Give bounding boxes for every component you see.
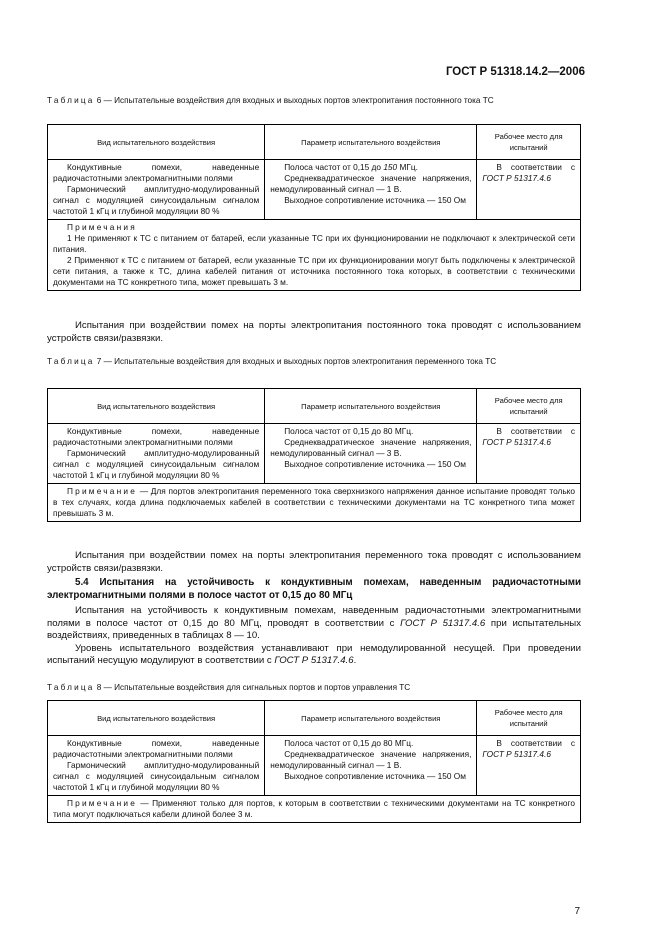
table8-label: Таблица xyxy=(47,683,95,692)
table6 xyxy=(47,124,581,291)
table7-cell-param xyxy=(265,424,477,484)
table7-number: 7 xyxy=(96,357,102,366)
table7-type-line2: Гармонический амплитудно-модулированный сигнал с модуляцией синусоидальным сигналом частотой 1 кГц и глубиной модуляции 80 % xyxy=(53,448,260,480)
table6-label: Таблица xyxy=(47,96,95,105)
table6-note-2: 2 Применяют к ТС с питанием от батарей, если указанные ТС при их функционировании могут быть подключены к электрической сети питания, а также к ТС, длина кабелей питания от источника постоянного тока которых, в соответствии с техническими документами на ТС конкретного типа, может превышать 3 м. xyxy=(53,255,575,287)
table8-note-text: — Применяют только для портов, к которым в соответствии с техническими документами на ТС конкретного типа могут подключаться кабели длиной более 3 м. xyxy=(53,798,575,819)
table6-cell-place xyxy=(477,160,581,220)
table7-header-place: Рабочее место для испытаний xyxy=(477,389,581,424)
table6-note-1: 1 Не применяют к ТС с питанием от батарей, если указанные ТС при их функционировании не подключают к электрической сети питания. xyxy=(53,233,575,254)
table8-note xyxy=(48,796,581,823)
table8-param-band: Полоса частот от 0,15 до 80 МГц. xyxy=(284,738,414,748)
table8-note-label: Примечание xyxy=(67,798,138,808)
paragraph-ac-ports xyxy=(47,550,581,575)
table6-band-text: Полоса частот от 0,15 до xyxy=(284,162,384,172)
table8-place-ref: ГОСТ Р 51317.4.6 xyxy=(482,749,551,759)
paragraph-dc-ports xyxy=(47,320,581,345)
table7-type-line1: Кондуктивные помехи, наведенные радиочастотными электромагнитными полями xyxy=(53,426,260,447)
table7-place-text: В соответствии с xyxy=(496,426,575,436)
table8-type-line1: Кондуктивные помехи, наведенные радиочастотными электромагнитными полями xyxy=(53,738,260,759)
table6-notes-title: Примечания xyxy=(67,222,137,232)
section-5-4-paragraph-1 xyxy=(47,605,581,643)
table8-header-type: Вид испытательного воздействия xyxy=(48,701,265,736)
s54-p1-text-b: при испытательных воздействиях, приведенных в таблицах 8 — 10. xyxy=(47,617,581,641)
s54-p2-text-a: Уровень испытательного воздействия устанавливают при немодулированной несущей. При проведении испытаний несущую модулируют в соответствии с xyxy=(47,642,581,666)
section-5-4-paragraph-2 xyxy=(47,643,581,668)
table6-notes xyxy=(48,220,581,291)
table8-cell-param xyxy=(265,736,477,796)
table7-header-param: Параметр испытательного воздействия xyxy=(265,389,477,424)
table6-header-place: Рабочее место для испытаний xyxy=(477,125,581,160)
s54-p2-ref: ГОСТ Р 51317.4.6 xyxy=(274,655,354,666)
table7-param-rms: Среднеквадратическое значение напряжения, немодулированный сигнал — 3 В. xyxy=(270,437,472,458)
table8-title: — Испытательные воздействия для сигнальных портов и портов управления ТС xyxy=(101,683,411,692)
table8-caption xyxy=(47,682,583,693)
table6-cell-param xyxy=(265,160,477,220)
table7-note-text: — Для портов электропитания переменного тока сверхнизкого напряжения данное испытание проводят только в тех случаях, когда длина подключаемых кабелей в соответствии с техническими документами на ТС конкретного типа может превышать 3 м. xyxy=(53,486,575,518)
table8-type-line2: Гармонический амплитудно-модулированный сигнал с модуляцией синусоидальным сигналом частотой 1 кГц и глубиной модуляции 80 % xyxy=(53,760,260,792)
table6-cell-type xyxy=(48,160,265,220)
table8-header-param: Параметр испытательного воздействия xyxy=(265,701,477,736)
page-number: 7 xyxy=(574,906,580,917)
s54-p2-text-b: . xyxy=(353,655,357,666)
table8-cell-type xyxy=(48,736,265,796)
s54-p1-text-a: Испытания на устойчивость к кондуктивным помехам, наведенным радиочастотными электромагнитными полями в полосе частот от 0,15 до 80 МГц, проводят в соответствии с xyxy=(47,605,581,629)
section-5-4-title: 5.4 Испытания на устойчивость к кондуктивным помехам, наведенным радиочастотными электромагнитными полями в полосе частот от 0,15 до 80 МГц xyxy=(47,577,581,601)
table6-number: 6 xyxy=(96,96,102,105)
table7-title: — Испытательные воздействия для входных и выходных портов электропитания переменного тока ТС xyxy=(101,357,497,366)
table8-cell-place xyxy=(477,736,581,796)
section-5-4-body xyxy=(47,605,581,668)
table7-cell-type xyxy=(48,424,265,484)
table6-type-line1: Кондуктивные помехи, наведенные радиочастотными электромагнитными полями xyxy=(53,162,260,183)
table7-note xyxy=(48,484,581,522)
table8-place-text: В соответствии с xyxy=(496,738,575,748)
table7-cell-place xyxy=(477,424,581,484)
table8 xyxy=(47,700,581,823)
table8-param-rms: Среднеквадратическое значение напряжения, немодулированный сигнал — 1 В. xyxy=(270,749,472,770)
table7-header-type: Вид испытательного воздействия xyxy=(48,389,265,424)
table7-caption xyxy=(47,356,583,367)
table6-title: — Испытательные воздействия для входных и выходных портов электропитания постоянного тока ТС xyxy=(101,96,494,105)
table7-param-impedance: Выходное сопротивление источника — 150 Ом xyxy=(284,459,466,469)
table6-place-text: В соответствии с xyxy=(496,162,575,172)
table6-type-line2: Гармонический амплитудно-модулированный сигнал с модуляцией синусоидальным сигналом частотой 1 кГц и глубиной модуляции 80 % xyxy=(53,184,260,216)
table7 xyxy=(47,388,581,522)
table7-label: Таблица xyxy=(47,357,95,366)
table6-caption xyxy=(47,95,583,106)
table6-param-impedance: Выходное сопротивление источника — 150 Ом xyxy=(284,195,466,205)
document-header: ГОСТ Р 51318.14.2—2006 xyxy=(445,66,585,78)
table8-number: 8 xyxy=(96,683,102,692)
table6-place-ref: ГОСТ Р 51317.4.6 xyxy=(482,173,551,183)
table6-param-rms: Среднеквадратическое значение напряжения, немодулированный сигнал — 1 В. xyxy=(270,173,472,194)
s54-p1-ref: ГОСТ Р 51317.4.6 xyxy=(400,617,486,629)
table8-header-place: Рабочее место для испытаний xyxy=(477,701,581,736)
table6-param-band xyxy=(270,162,471,173)
table6-header-param: Параметр испытательного воздействия xyxy=(265,125,477,160)
table7-param-band: Полоса частот от 0,15 до 80 МГц. xyxy=(284,426,414,436)
table7-note-label: Примечание xyxy=(67,486,138,496)
table6-band-value: 150 xyxy=(383,162,398,172)
paragraph-ac-ports-text: Испытания при воздействии помех на порты электропитания переменного тока проводят с использованием устройств связи/развязки. xyxy=(47,550,581,574)
table6-band-unit: МГц. xyxy=(397,162,418,172)
paragraph-dc-ports-text: Испытания при воздействии помех на порты электропитания постоянного тока проводят с использованием устройств связи/развязки. xyxy=(47,320,581,344)
table7-place-ref: ГОСТ Р 51317.4.6 xyxy=(482,437,551,447)
table6-header-type: Вид испытательного воздействия xyxy=(48,125,265,160)
table8-param-impedance: Выходное сопротивление источника — 150 Ом xyxy=(284,771,466,781)
